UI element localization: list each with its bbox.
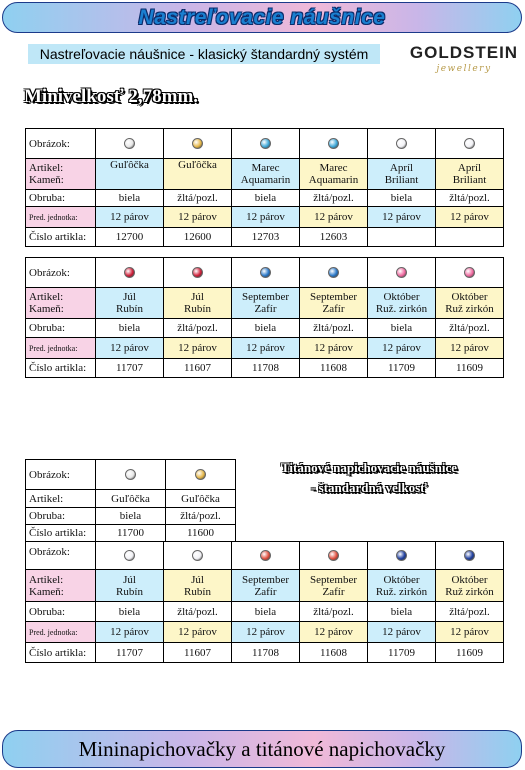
gem-icon <box>192 550 203 561</box>
article-number: 11708 <box>232 643 300 663</box>
row-article <box>26 288 504 319</box>
label-number: Číslo artikla: <box>26 525 96 542</box>
gem-picture <box>436 129 504 159</box>
footer-title: Mininapichovačky a titánové napichovačky <box>78 737 446 761</box>
logo-main: GOLDSTEIN <box>409 43 519 62</box>
gem-icon <box>192 267 203 278</box>
heading-titan-line2: - štandardná velkosť <box>311 480 427 495</box>
unit-value: 12 párov <box>232 207 300 228</box>
unit-value: 12 párov <box>368 622 436 643</box>
product-table-3 <box>25 459 236 542</box>
plating-value: biela <box>232 602 300 622</box>
article-number <box>436 228 504 247</box>
gem-icon <box>464 138 475 149</box>
label-unit: Pred. jednotka: <box>26 622 96 643</box>
subtitle: Nastreľovacie náušnice - klasický štandardný systém <box>28 44 380 64</box>
gem-icon <box>396 550 407 561</box>
gem-icon <box>260 138 271 149</box>
plating-value: žltá/pozl. <box>164 319 232 338</box>
gem-picture <box>232 129 300 159</box>
label-plating: Obruba: <box>26 190 96 207</box>
article-name: Október Ruž zirkón <box>436 570 504 602</box>
article-name: Marec Aquamarin <box>232 159 300 190</box>
gem-picture <box>164 258 232 288</box>
article-number: 11600 <box>166 525 236 542</box>
article-number: 11607 <box>164 359 232 378</box>
plating-value: biela <box>368 319 436 338</box>
article-name: September Zafír <box>300 288 368 319</box>
plating-value: biela <box>232 190 300 207</box>
label-number: Číslo artikla: <box>26 643 96 663</box>
unit-value: 12 párov <box>300 622 368 643</box>
product-table-1 <box>25 128 504 247</box>
gem-picture <box>436 258 504 288</box>
gem-icon <box>328 550 339 561</box>
plating-value: žltá/pozl. <box>300 190 368 207</box>
heading-mini-size: Minivelkosť 2,78mm. <box>24 86 199 107</box>
gem-picture <box>300 542 368 570</box>
plating-value: biela <box>96 190 164 207</box>
row-picture <box>26 258 504 288</box>
gem-icon <box>260 267 271 278</box>
label-plating: Obruba: <box>26 319 96 338</box>
label-plating: Obruba: <box>26 602 96 622</box>
article-name: Apríl Briliant <box>368 159 436 190</box>
article-number: 12700 <box>96 228 164 247</box>
plating-value: biela <box>232 319 300 338</box>
plating-value: žltá/pozl. <box>436 190 504 207</box>
page-title: Nastreľovacie náušnice <box>138 6 386 29</box>
label-picture: Obrázok: <box>26 129 96 159</box>
article-name: Guľôčka <box>96 159 164 190</box>
unit-value: 12 párov <box>164 207 232 228</box>
unit-value: 12 párov <box>96 622 164 643</box>
heading-titan-line1: Titánové napichovacie náušnice <box>280 460 457 475</box>
article-number: 11707 <box>96 643 164 663</box>
plating-value: žltá/pozl. <box>166 508 236 525</box>
article-name: September Zafír <box>232 570 300 602</box>
logo-sub: jewellery <box>436 64 492 74</box>
plating-value: žltá/pozl. <box>164 190 232 207</box>
unit-value: 12 párov <box>96 207 164 228</box>
row-picture <box>26 542 504 570</box>
label-article: Artikel: Kameň: <box>26 570 96 602</box>
gem-picture <box>368 258 436 288</box>
gem-picture <box>96 258 164 288</box>
article-number: 12703 <box>232 228 300 247</box>
gem-icon <box>464 267 475 278</box>
article-number: 12600 <box>164 228 232 247</box>
gem-picture <box>96 542 164 570</box>
logo <box>402 43 525 79</box>
article-number: 12603 <box>300 228 368 247</box>
gem-icon <box>396 138 407 149</box>
unit-value: 12 párov <box>300 207 368 228</box>
unit-value: 12 párov <box>436 622 504 643</box>
product-table-2 <box>25 257 504 378</box>
plating-value: biela <box>96 602 164 622</box>
row-plating <box>26 508 236 525</box>
row-number <box>26 643 504 663</box>
plating-value: žltá/pozl. <box>436 602 504 622</box>
row-number <box>26 525 236 542</box>
gem-icon <box>328 267 339 278</box>
article-number: 11700 <box>96 525 166 542</box>
article-number: 11708 <box>232 359 300 378</box>
article-name: Marec Aquamarin <box>300 159 368 190</box>
plating-value: biela <box>368 602 436 622</box>
unit-value: 12 párov <box>232 338 300 359</box>
gem-picture <box>300 129 368 159</box>
article-name: Október Ruž zirkón <box>436 288 504 319</box>
plating-value: biela <box>368 190 436 207</box>
gem-picture <box>96 129 164 159</box>
footer-banner <box>2 730 522 768</box>
gem-icon <box>464 550 475 561</box>
unit-value: 12 párov <box>164 622 232 643</box>
label-article: Artikel: Kameň: <box>26 159 96 190</box>
heading-titan <box>244 458 494 498</box>
article-number: 11609 <box>436 643 504 663</box>
article-number <box>368 228 436 247</box>
product-table-4 <box>25 541 504 663</box>
article-name: Júl Rubín <box>96 288 164 319</box>
gem-picture <box>300 258 368 288</box>
unit-value: 12 párov <box>96 338 164 359</box>
article-number: 11608 <box>300 643 368 663</box>
article-name: Guľôčka <box>96 490 166 508</box>
label-plating: Obruba: <box>26 508 96 525</box>
row-number <box>26 359 504 378</box>
article-name: Apríl Briliant <box>436 159 504 190</box>
label-unit: Pred. jednotka: <box>26 338 96 359</box>
row-article <box>26 159 504 190</box>
row-picture <box>26 129 504 159</box>
gem-picture <box>232 542 300 570</box>
label-picture: Obrázok: <box>26 460 96 490</box>
article-name: September Zafír <box>300 570 368 602</box>
header-banner <box>2 2 522 33</box>
row-unit <box>26 622 504 643</box>
row-picture <box>26 460 236 490</box>
article-number: 11709 <box>368 643 436 663</box>
gem-picture <box>166 460 236 490</box>
gem-icon <box>192 138 203 149</box>
gem-icon <box>260 550 271 561</box>
label-article: Artikel: Kameň: <box>26 288 96 319</box>
label-article: Artikel: <box>26 490 96 508</box>
gem-icon <box>124 550 135 561</box>
plating-value: žltá/pozl. <box>436 319 504 338</box>
article-number: 11607 <box>164 643 232 663</box>
article-name: Október Ruž. zirkón <box>368 570 436 602</box>
article-name: Júl Rubín <box>164 288 232 319</box>
gem-picture <box>96 460 166 490</box>
article-name: Júl Rubín <box>96 570 164 602</box>
row-article <box>26 570 504 602</box>
gem-picture <box>164 542 232 570</box>
gem-picture <box>164 129 232 159</box>
gem-icon <box>125 469 136 480</box>
article-number: 11609 <box>436 359 504 378</box>
article-name: Október Ruž. zirkón <box>368 288 436 319</box>
plating-value: biela <box>96 319 164 338</box>
gem-icon <box>328 138 339 149</box>
unit-value: 12 párov <box>436 338 504 359</box>
plating-value: žltá/pozl. <box>300 602 368 622</box>
row-article <box>26 490 236 508</box>
unit-value: 12 párov <box>368 207 436 228</box>
gem-icon <box>396 267 407 278</box>
gem-picture <box>368 542 436 570</box>
row-unit <box>26 207 504 228</box>
row-number <box>26 228 504 247</box>
unit-value: 12 párov <box>368 338 436 359</box>
gem-icon <box>124 138 135 149</box>
article-number: 11709 <box>368 359 436 378</box>
gem-picture <box>368 129 436 159</box>
unit-value: 12 párov <box>164 338 232 359</box>
label-picture: Obrázok: <box>26 258 96 288</box>
row-unit <box>26 338 504 359</box>
plating-value: biela <box>96 508 166 525</box>
gem-icon <box>124 267 135 278</box>
article-name: Júl Rubín <box>164 570 232 602</box>
article-name: Guľôčka <box>164 159 232 190</box>
row-plating <box>26 319 504 338</box>
unit-value: 12 párov <box>300 338 368 359</box>
label-number: Číslo artikla: <box>26 228 96 247</box>
label-unit: Pred. jednotka: <box>26 207 96 228</box>
row-plating <box>26 190 504 207</box>
gem-picture <box>436 542 504 570</box>
unit-value: 12 párov <box>232 622 300 643</box>
article-number: 11608 <box>300 359 368 378</box>
row-plating <box>26 602 504 622</box>
label-number: Číslo artikla: <box>26 359 96 378</box>
unit-value: 12 párov <box>436 207 504 228</box>
article-name: September Zafír <box>232 288 300 319</box>
gem-picture <box>232 258 300 288</box>
gem-icon <box>195 469 206 480</box>
article-name: Guľôčka <box>166 490 236 508</box>
label-picture: Obrázok: <box>26 542 96 570</box>
plating-value: žltá/pozl. <box>164 602 232 622</box>
article-number: 11707 <box>96 359 164 378</box>
plating-value: žltá/pozl. <box>300 319 368 338</box>
